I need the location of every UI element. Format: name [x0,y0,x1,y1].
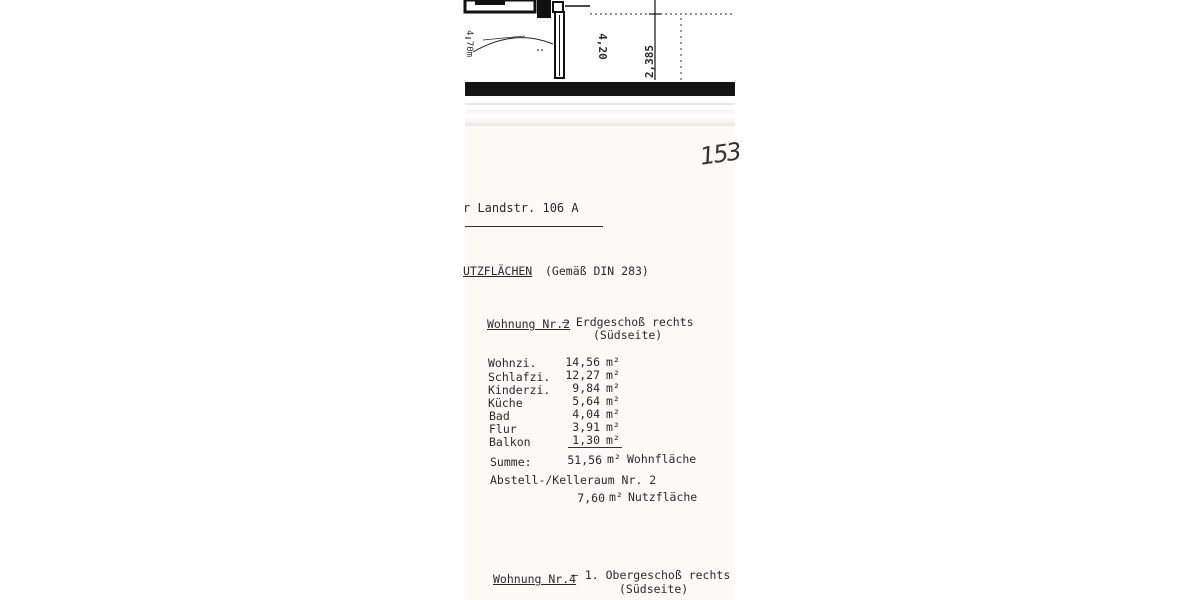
room-name: Balkon [489,435,531,449]
scanned-document [463,0,742,600]
unit2-side: (Südseite) [593,328,663,342]
room-name: Kinderzi. [488,383,551,397]
room-area: 1,30 [572,433,600,447]
unit4-location: – 1. Obergeschoß rechts [571,568,731,582]
room-name: Bad [489,409,510,423]
sum-unit: m² [607,452,621,466]
floor-plan-excerpt [465,0,735,110]
address-line: r Landstr. 106 A [463,201,579,215]
page-separator [465,110,735,126]
sum-value: 51,56 [567,453,602,467]
plan-dimension-mid: 4,20 [595,33,609,60]
room-area: 4,04 [572,407,600,421]
room-area: 12,27 [565,368,600,382]
unit2-title: Wohnung Nr.2 [487,317,571,331]
section-norm: (Gemäß DIN 283) [545,264,649,278]
room-unit: m² [606,407,620,421]
room-name: Wohnzi. [488,356,537,370]
room-name: Schlafzi. [488,370,551,384]
room-name: Flur [489,422,517,436]
address-underline [465,226,603,227]
storage-value: 7,60 [577,491,605,505]
room-unit: m² [606,355,620,369]
room-name: Küche [488,396,523,410]
plan-dimension-left: 4,70m [464,30,474,58]
room-area: 5,64 [572,394,600,408]
room-area: 3,91 [572,420,600,434]
storage-description: Nutzfläche [628,490,698,504]
room-unit: m² [606,420,620,434]
plan-dimension-right: 2,385 [643,44,657,79]
unit4-side: (Südseite) [619,582,689,596]
room-unit: m² [606,394,620,408]
room-unit: m² [606,381,620,395]
unit4-title: Wohnung Nr.4 [493,572,577,586]
sum-rule [568,447,622,448]
room-unit: m² [606,368,620,382]
room-area: 9,84 [572,381,600,395]
storage-unit: m² [609,490,623,504]
storage-label: Abstell-/Kelleraum Nr. 2 [490,473,657,487]
section-heading: UTZFLÄCHEN [463,264,533,278]
sum-description: Wohnfläche [627,452,697,466]
sum-label: Summe: [490,455,532,469]
room-area: 14,56 [565,355,600,369]
room-unit: m² [606,433,620,447]
handwritten-page-number: 153 [698,137,742,171]
unit2-location: – Erdgeschoß rechts [562,315,694,329]
